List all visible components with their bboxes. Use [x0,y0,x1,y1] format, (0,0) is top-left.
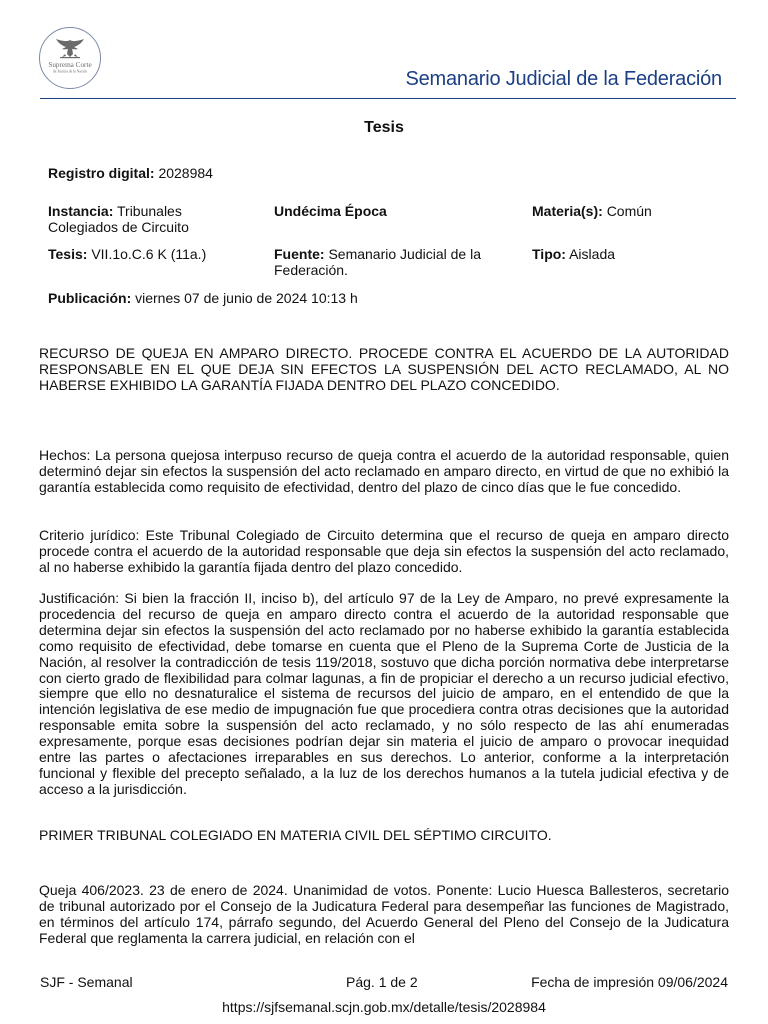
logo-text-sub: de Justicia de la Nación [52,69,88,74]
fuente-label: Fuente: [274,246,325,262]
paragraph-hechos: Hechos: La persona quejosa interpuso recurso de queja contra el acuerdo de la autoridad responsable, quien determinó dejar sin efectos la suspensión del acto reclamado en amparo directo, en virtud de que no exhibió la garantía establecida como requisito de efectividad, dentro del plazo de cinco días que le fue concedido. [39,447,729,495]
publicacion-value: viernes 07 de junio de 2024 10:13 h [135,290,358,306]
paragraph-justificacion: Justificación: Si bien la fracción II, inciso b), del artículo 97 de la Ley de Amparo, no prevé expresamente la procedencia del recurso de queja en amparo directo contra el acuerdo de la autoridad responsable que determina dejar sin efectos la suspensión del acto reclamado por no haberse exhibido la garantía establecida como requisito de efectividad, debe tomarse en cuenta que el Pleno de la Suprema Corte de Justicia de la Nación, al resolver la contradicción de tesis 119/2018, sostuvo que dicha porción normativa debe interpretarse con cierto grado de flexibilidad para colmar lagunas, a fin de propiciar el derecho a un recurso judicial efectivo, siempre que ello no desnaturalice el sistema de recursos del juicio de amparo, en el entendido de que la intención legislativa de ese medio de impugnación fue que procediera contra otras decisiones que la autoridad responsable emita sobre la suspensión del acto reclamado, y no sólo respecto de las ahí enumeradas expresamente, porque esas decisiones podrían dejar sin materia el juicio de amparo o provocar inequidad entre las partes o afectaciones irreparables en sus derechos. Lo anterior, conforme a la interpretación funcional y flexible del precepto señalado, a la luz de los derechos humanos a la tutela judicial efectiva y de acceso a la jurisdicción. [39,590,729,797]
site-title: Semanario Judicial de la Federación [405,68,722,90]
tesis-rubro: RECURSO DE QUEJA EN AMPARO DIRECTO. PROCEDE CONTRA EL ACUERDO DE LA AUTORIDAD RESPONSABLE EN EL QUE DEJA SIN EFECTOS LA SUSPENSIÓN DEL ACTO RECLAMADO, AL NO HABERSE EXHIBIDO LA GARANTÍA FIJADA DENTRO DEL PLAZO CONCEDIDO. [39,345,729,393]
paragraph-precedente: Queja 406/2023. 23 de enero de 2024. Unanimidad de votos. Ponente: Lucio Huesca Ballesteros, secretario de tribunal autorizado por el Consejo de la Judicatura Federal para desempeñar las funciones de Magistrado, en términos del artículo 174, párrafo segundo, del Acuerdo General del Pleno del Consejo de la Judicatura Federal que reglamenta la carrera judicial, en relación con el [39,882,729,946]
footer-print-date: Fecha de impresión 09/06/2024 [531,974,728,990]
epoca [274,203,387,219]
footer-page-number: Pág. 1 de 2 [346,974,418,990]
fuente [274,246,514,278]
logo-text-main: Suprema Corte [48,61,92,69]
scjn-logo [38,26,102,90]
paragraph-tribunal: PRIMER TRIBUNAL COLEGIADO EN MATERIA CIVIL DEL SÉPTIMO CIRCUITO. [39,827,552,843]
instancia-value: Tribunales Colegiados de Circuito [48,203,189,235]
tesis-numero [48,246,206,262]
footer-url[interactable]: https://sjfsemanal.scjn.gob.mx/detalle/tesis/2028984 [222,999,546,1015]
tipo-value: Aislada [569,246,616,262]
tesis-label: Tesis: [48,246,88,262]
scjn-seal-icon [38,26,102,90]
paragraph-criterio: Criterio jurídico: Este Tribunal Colegiado de Circuito determina que el recurso de queja en amparo directo procede contra el acuerdo de la autoridad responsable que deja sin efectos la suspensión del acto reclamado, al no haberse exhibido la garantía fijada dentro del plazo concedido. [39,527,729,575]
publicacion-label: Publicación: [48,290,132,306]
header-divider [40,98,736,99]
materia-label: Materia(s): [532,203,603,219]
materia-value: Común [606,203,652,219]
document-heading: Tesis [364,119,404,136]
materia [532,203,652,219]
tipo [532,246,615,262]
fuente-value: Semanario Judicial de la Federación. [274,246,481,278]
instancia-label: Instancia: [48,203,114,219]
registro-label: Registro digital: [48,165,155,181]
footer-publication: SJF - Semanal [40,974,133,990]
publicacion [48,290,358,306]
registro-digital [48,165,213,181]
epoca-value: Undécima Época [274,203,387,219]
tipo-label: Tipo: [532,246,566,262]
instancia [48,203,253,235]
registro-value: 2028984 [158,165,213,181]
tesis-value: VII.1o.C.6 K (11a.) [91,246,207,262]
